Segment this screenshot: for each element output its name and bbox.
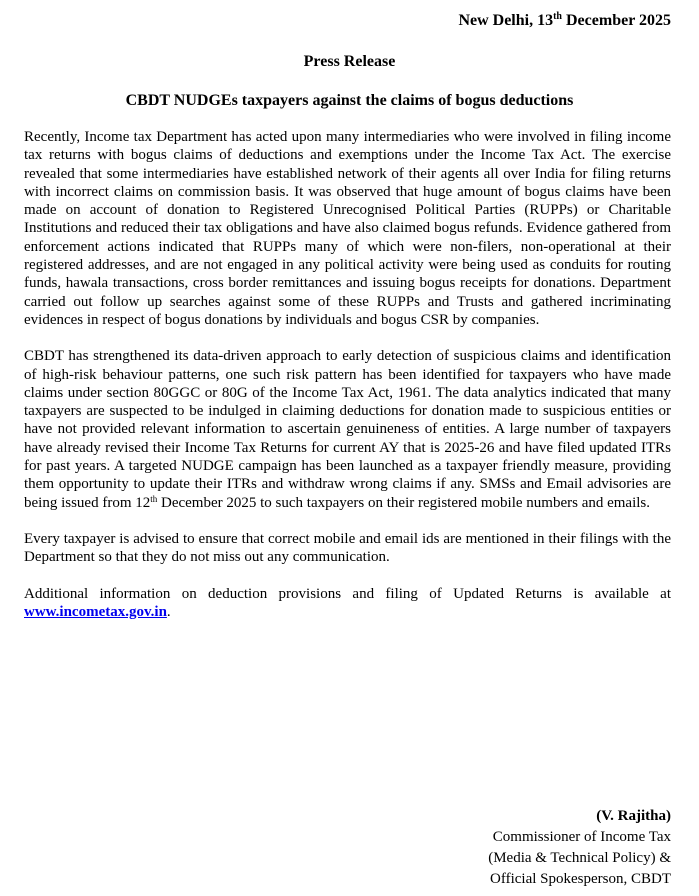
signatory-title: Commissioner of Income Tax <box>492 829 671 845</box>
signatory-department: (Media & Technical Policy) & <box>488 850 671 866</box>
page-title: CBDT NUDGEs taxpayers against the claims of bogus deductions <box>125 92 574 109</box>
signatory-name: (V. Rajitha) <box>596 808 671 824</box>
signature-block <box>488 806 671 890</box>
dateline-ordinal: th <box>553 11 562 22</box>
dateline <box>458 11 671 31</box>
paragraph-nudge-campaign <box>24 347 671 512</box>
dateline-prefix: New Delhi, 13 <box>458 12 554 29</box>
signatory-role: Official Spokesperson, CBDT <box>490 871 671 887</box>
paragraph-nudge-text: CBDT has strengthened its data-driven approach to early detection of suspicious claims and identification of high-risk behaviour patterns, one such risk pattern has been identified for taxpayers who have made claims under section 80GGC or 80G of the Income Tax Act, 1961. The data analytics indicated that many taxpayers are suspected to be indulged in claiming deductions for donation made to suspicious entities or have not provided relevant information to ascertain genuineness of entities. A large number of taxpayers have already revised their Income Tax Returns for current AY that is 2025-26 and have filed updated ITRs for past years. A targeted NUDGE campaign has been launched as a taxpayer friendly measure, providing them opportunity to update their ITRs and withdraw wrong claims if any. SMSs and Email advisories are being issued from 12 <box>24 348 671 511</box>
paragraph-advisory: Every taxpayer is advised to ensure that correct mobile and email ids are mentioned in their filings with the Department so that they do not miss out any communication. <box>24 530 671 566</box>
additional-info-end: . <box>166 603 171 620</box>
additional-info-text: Additional information on deduction provisions and filing of Updated Returns is available at <box>24 585 671 602</box>
date-ordinal: th <box>150 493 158 504</box>
paragraph-additional-info <box>24 585 671 622</box>
release-label: Press Release <box>303 53 396 70</box>
paragraph-enforcement: Recently, Income tax Department has acted upon many intermediaries who were involved in filing income tax returns with bogus claims of deductions and exemptions under the Income Tax Act. The exercise revealed that some intermediaries have established network of their agents all over India for filing returns with incorrect claims on commission basis. It was observed that huge amount of bogus claims have been made on account of donation to Registered Unrecognised Political Parties (RUPPs) or Charitable Institutions and reduced their tax obligations and have also claimed bogus refunds. Evidence gathered from enforcement actions indicated that RUPPs many of which were non-filers, non-operational at their registered addresses, and are not engaged in any political activity were being used as conduits for routing funds, hawala transactions, cross border remittances and issuing bogus receipts for donations. Department carried out follow up searches against some of these RUPPs and Trusts and gathered incriminating evidences in respect of bogus donations by individuals and bogus CSR by companies. <box>24 129 671 328</box>
dateline-suffix: December 2025 <box>562 12 671 29</box>
press-release-body <box>24 128 671 639</box>
paragraph-nudge-text-end: December 2025 to such taxpayers on their registered mobile numbers and emails. <box>157 494 651 511</box>
incometax-website-link[interactable]: www.incometax.gov.in <box>24 603 167 620</box>
